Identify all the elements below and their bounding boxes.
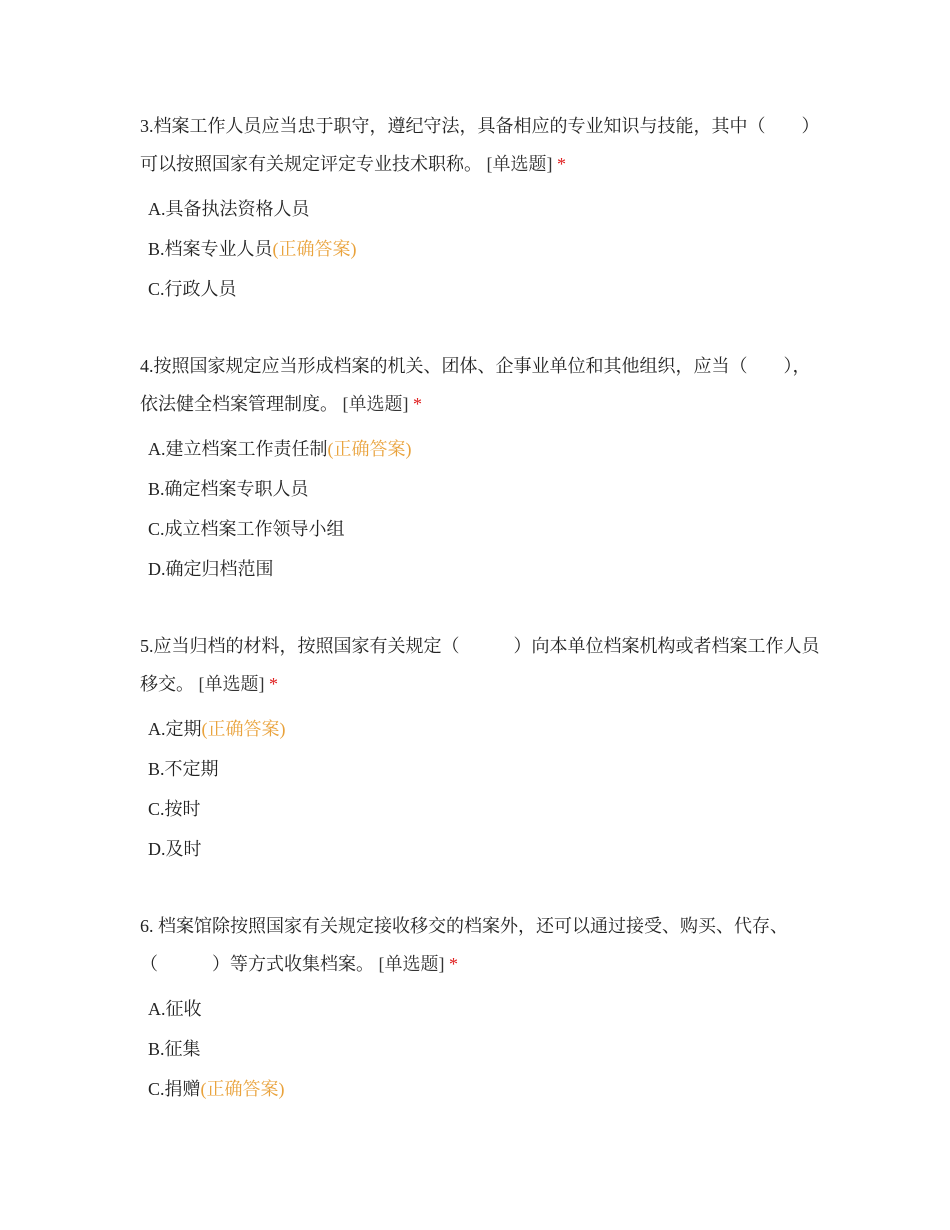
option-list	[148, 189, 820, 309]
question-stem	[140, 627, 820, 703]
question-stem	[140, 107, 820, 183]
question-text: 3.档案工作人员应当忠于职守，遵纪守法，具备相应的专业知识与技能，其中（ ）可以按照国家有关规定评定专业技术职称。	[140, 116, 820, 174]
option-text: D.及时	[148, 839, 202, 859]
option-b[interactable]	[148, 469, 820, 509]
option-text: C.行政人员	[148, 279, 237, 299]
question-text: 4.按照国家规定应当形成档案的机关、团体、企事业单位和其他组织，应当（ ），依法健全档案管理制度。	[140, 356, 811, 414]
required-mark: *	[269, 674, 278, 694]
question-3	[140, 107, 820, 309]
question-type-tag: [单选题]	[378, 954, 445, 974]
question-5	[140, 627, 820, 869]
question-4	[140, 347, 820, 589]
option-list	[148, 709, 820, 869]
correct-answer-label: (正确答案)	[200, 1079, 285, 1099]
option-list	[148, 429, 820, 589]
option-list	[148, 989, 820, 1109]
option-c[interactable]	[148, 1069, 820, 1109]
option-b[interactable]	[148, 229, 820, 269]
option-text: C.捐赠	[148, 1079, 201, 1099]
question-type-tag: [单选题]	[342, 394, 409, 414]
option-b[interactable]	[148, 1029, 820, 1069]
required-mark: *	[413, 394, 422, 414]
option-d[interactable]	[148, 549, 820, 589]
option-text: A.定期	[148, 719, 202, 739]
option-d[interactable]	[148, 829, 820, 869]
required-mark: *	[449, 954, 458, 974]
option-a[interactable]	[148, 189, 820, 229]
option-text: B.征集	[148, 1039, 201, 1059]
option-c[interactable]	[148, 789, 820, 829]
question-type-tag: [单选题]	[198, 674, 265, 694]
option-text: A.具备执法资格人员	[148, 199, 310, 219]
option-b[interactable]	[148, 749, 820, 789]
option-text: B.档案专业人员	[148, 239, 273, 259]
option-text: D.确定归档范围	[148, 559, 274, 579]
correct-answer-label: (正确答案)	[327, 439, 412, 459]
option-text: C.按时	[148, 799, 201, 819]
question-6	[140, 907, 820, 1109]
correct-answer-label: (正确答案)	[201, 719, 286, 739]
option-text: A.征收	[148, 999, 202, 1019]
question-stem	[140, 907, 820, 983]
option-c[interactable]	[148, 269, 820, 309]
option-a[interactable]	[148, 709, 820, 749]
option-a[interactable]	[148, 989, 820, 1029]
option-a[interactable]	[148, 429, 820, 469]
option-text: A.建立档案工作责任制	[148, 439, 328, 459]
question-stem	[140, 347, 820, 423]
required-mark: *	[557, 154, 566, 174]
option-text: B.确定档案专职人员	[148, 479, 309, 499]
question-type-tag: [单选题]	[486, 154, 553, 174]
option-text: C.成立档案工作领导小组	[148, 519, 345, 539]
question-text: 6. 档案馆除按照国家有关规定接收移交的档案外，还可以通过接受、购买、代存、（ ）等方式收集档案。	[140, 916, 788, 974]
option-text: B.不定期	[148, 759, 219, 779]
option-c[interactable]	[148, 509, 820, 549]
question-text: 5.应当归档的材料，按照国家有关规定（ ）向本单位档案机构或者档案工作人员移交。	[140, 636, 820, 694]
correct-answer-label: (正确答案)	[272, 239, 357, 259]
